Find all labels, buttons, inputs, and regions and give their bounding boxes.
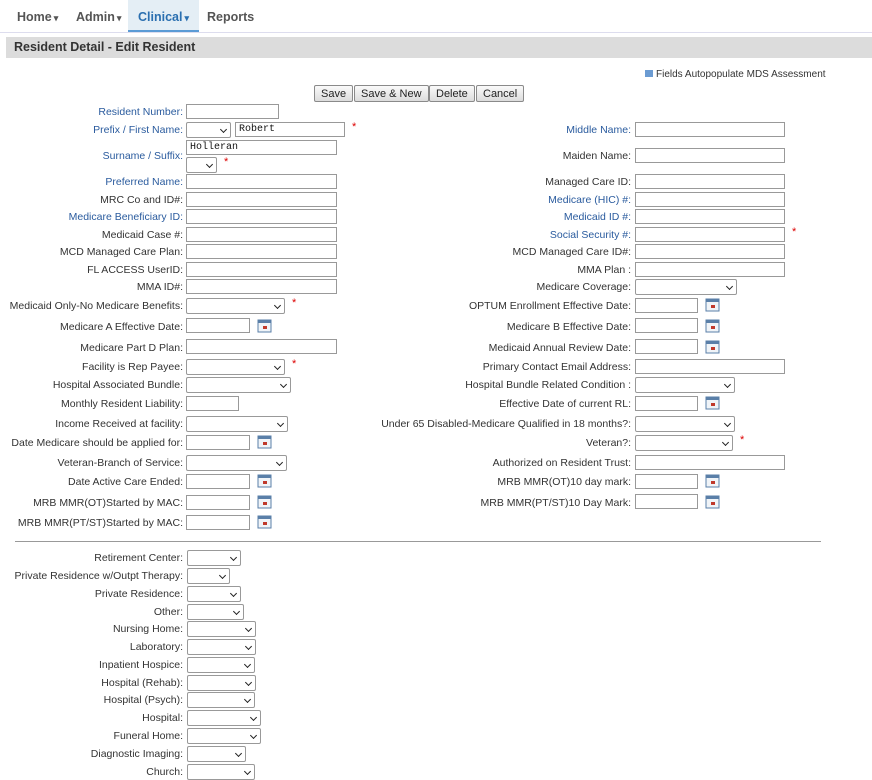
surname-suffix-label: Surname / Suffix:	[102, 150, 183, 162]
medicaid-review-label: Medicaid Annual Review Date:	[488, 342, 631, 354]
legend-swatch-icon	[645, 70, 653, 77]
medicare-hic-label: Medicare (HIC) #:	[548, 194, 631, 206]
email-label: Primary Contact Email Address:	[482, 361, 631, 373]
medicare-hic-input[interactable]	[635, 192, 785, 207]
prefix-select[interactable]	[186, 122, 231, 138]
autopopulate-legend	[645, 69, 826, 80]
top-nav	[0, 0, 872, 33]
page-title-bar	[6, 37, 872, 58]
mma-plan-input[interactable]	[635, 262, 785, 277]
date-medicare-label: Date Medicare should be applied for:	[11, 437, 183, 449]
calendar-icon[interactable]	[705, 297, 720, 312]
hospital-psych-label: Hospital (Psych):	[103, 694, 183, 706]
veteran-branch-label: Veteran-Branch of Service:	[57, 457, 183, 469]
save-button[interactable]: Save	[314, 85, 353, 102]
required-marker: *	[740, 434, 745, 446]
date-active-care-input[interactable]	[186, 474, 250, 489]
ssn-label: Social Security #:	[549, 229, 631, 241]
effective-rl-input[interactable]	[635, 396, 698, 411]
church-label: Church:	[146, 766, 183, 778]
mrb-ot10-label: MRB MMR(OT)10 day mark:	[497, 476, 631, 488]
hospital-select[interactable]	[187, 710, 261, 726]
effective-rl-label: Effective Date of current RL:	[499, 398, 631, 410]
calendar-icon[interactable]	[257, 473, 272, 488]
funeral-home-select[interactable]	[187, 728, 261, 744]
private-residence-select[interactable]	[187, 586, 241, 602]
calendar-icon[interactable]	[705, 318, 720, 333]
hospital-psych-select[interactable]	[187, 692, 255, 708]
maiden-name-label: Maiden Name:	[562, 150, 631, 162]
retirement-select[interactable]	[187, 550, 241, 566]
monthly-liability-label: Monthly Resident Liability:	[61, 398, 183, 410]
required-marker: *	[352, 121, 357, 133]
chevron-down-icon: ▾	[53, 13, 59, 23]
laboratory-select[interactable]	[187, 639, 256, 655]
preferred-name-input[interactable]	[186, 174, 337, 189]
mrb-ot-label: MRB MMR(OT)Started by MAC:	[33, 497, 183, 509]
cancel-button[interactable]: Cancel	[476, 85, 524, 102]
middle-name-input[interactable]	[635, 122, 785, 137]
rep-payee-label: Facility is Rep Payee:	[82, 361, 183, 373]
nav-clinical-label: Clinical	[138, 10, 183, 24]
medicaid-case-input[interactable]	[186, 227, 337, 242]
required-marker: *	[792, 226, 797, 238]
hospital-rehab-select[interactable]	[187, 675, 256, 691]
income-received-label: Income Received at facility:	[55, 418, 183, 430]
medicare-b-input[interactable]	[635, 318, 698, 333]
hospital-label: Hospital:	[142, 712, 183, 724]
inpatient-hospice-select[interactable]	[187, 657, 255, 673]
delete-button[interactable]: Delete	[429, 85, 475, 102]
required-marker: *	[292, 297, 297, 309]
fl-access-label: FL ACCESS UserID:	[87, 264, 183, 276]
bundle-condition-select[interactable]	[635, 377, 735, 393]
calendar-icon[interactable]	[257, 434, 272, 449]
medicare-d-label: Medicare Part D Plan:	[80, 342, 183, 354]
chevron-down-icon: ▾	[116, 13, 122, 23]
mrb-ptst10-input[interactable]	[635, 494, 698, 509]
mma-id-label: MMA ID#:	[136, 281, 183, 293]
monthly-liability-input[interactable]	[186, 396, 239, 411]
required-marker: *	[224, 156, 229, 168]
nursing-home-label: Nursing Home:	[112, 623, 183, 635]
date-medicare-input[interactable]	[186, 435, 250, 450]
funeral-home-label: Funeral Home:	[113, 730, 183, 742]
medicaid-only-select[interactable]	[186, 298, 285, 314]
managed-care-id-input[interactable]	[635, 174, 785, 189]
resident-number-label: Resident Number:	[98, 106, 183, 118]
middle-name-label: Middle Name:	[566, 124, 631, 136]
legend-text: Fields Autopopulate MDS Assessment	[656, 69, 826, 80]
optum-input[interactable]	[635, 298, 698, 313]
veteran-branch-select[interactable]	[186, 455, 287, 471]
mma-plan-label: MMA Plan :	[577, 264, 631, 276]
optum-label: OPTUM Enrollment Effective Date:	[468, 300, 631, 312]
hospital-bundle-label: Hospital Associated Bundle:	[52, 379, 183, 391]
income-received-select[interactable]	[186, 416, 288, 432]
medicaid-review-input[interactable]	[635, 339, 698, 354]
mcd-care-id-input[interactable]	[635, 244, 785, 259]
section-divider	[15, 541, 821, 542]
nav-reports-label: Reports	[207, 10, 255, 24]
date-active-care-label: Date Active Care Ended:	[68, 476, 183, 488]
rep-payee-select[interactable]	[186, 359, 285, 375]
suffix-select[interactable]	[186, 157, 217, 173]
mrb-ptst-label: MRB MMR(PT/ST)Started by MAC:	[17, 517, 183, 529]
prefix-first-name-label: Prefix / First Name:	[93, 124, 183, 136]
nav-reports[interactable]	[197, 0, 264, 32]
medicare-coverage-label: Medicare Coverage:	[536, 281, 631, 293]
private-residence-label: Private Residence:	[94, 588, 183, 600]
medicaid-id-input[interactable]	[635, 209, 785, 224]
medicare-b-label: Medicare B Effective Date:	[506, 321, 631, 333]
calendar-icon[interactable]	[705, 395, 720, 410]
calendar-icon[interactable]	[257, 514, 272, 529]
under65-select[interactable]	[635, 416, 735, 432]
medicaid-id-label: Medicaid ID #:	[563, 211, 631, 223]
nursing-home-select[interactable]	[187, 621, 256, 637]
chevron-down-icon: ▾	[184, 13, 189, 23]
calendar-icon[interactable]	[705, 473, 720, 488]
save-new-button[interactable]: Save & New	[354, 85, 429, 102]
mcd-plan-label: MCD Managed Care Plan:	[59, 246, 183, 258]
diagnostic-imaging-select[interactable]	[187, 746, 246, 762]
medicaid-case-label: Medicaid Case #:	[101, 229, 183, 241]
mrc-co-input[interactable]	[186, 192, 337, 207]
medicaid-only-label: Medicaid Only-No Medicare Benefits:	[9, 300, 183, 312]
maiden-name-input[interactable]	[635, 148, 785, 163]
ssn-input[interactable]	[635, 227, 785, 242]
calendar-icon[interactable]	[257, 494, 272, 509]
medicare-a-input[interactable]	[186, 318, 250, 333]
required-marker: *	[292, 358, 297, 370]
resident-number-input[interactable]	[186, 104, 279, 119]
private-outpt-label: Private Residence w/Outpt Therapy:	[14, 570, 183, 582]
private-outpt-select[interactable]	[187, 568, 230, 584]
authorized-trust-input[interactable]	[635, 455, 785, 470]
medicare-beneficiary-id-input[interactable]	[186, 209, 337, 224]
nav-home-label: Home	[17, 10, 52, 24]
mma-id-input[interactable]	[186, 279, 337, 294]
bundle-condition-label: Hospital Bundle Related Condition :	[465, 379, 631, 391]
other-label: Other:	[153, 606, 183, 618]
medicare-beneficiary-id-label: Medicare Beneficiary ID:	[68, 211, 183, 223]
surname-input[interactable]: Holleran	[186, 140, 337, 155]
nav-admin-label: Admin	[76, 10, 115, 24]
authorized-trust-label: Authorized on Resident Trust:	[492, 457, 631, 469]
mrb-ptst-input[interactable]	[186, 515, 250, 530]
nav-home[interactable]	[7, 0, 68, 32]
nav-clinical[interactable]	[128, 0, 199, 32]
calendar-icon[interactable]	[257, 318, 272, 333]
hospital-rehab-label: Hospital (Rehab):	[101, 677, 183, 689]
preferred-name-label: Preferred Name:	[105, 176, 183, 188]
first-name-input[interactable]: Robert	[235, 122, 345, 137]
veteran-select[interactable]	[635, 435, 733, 451]
diagnostic-imaging-label: Diagnostic Imaging:	[90, 748, 183, 760]
laboratory-label: Laboratory:	[129, 641, 183, 653]
page-title: Resident Detail - Edit Resident	[14, 40, 196, 54]
retirement-label: Retirement Center:	[94, 552, 183, 564]
mcd-plan-input[interactable]	[186, 244, 337, 259]
calendar-icon[interactable]	[705, 339, 720, 354]
managed-care-id-label: Managed Care ID:	[545, 176, 631, 188]
medicare-d-input[interactable]	[186, 339, 337, 354]
mrc-co-label: MRC Co and ID#:	[100, 194, 183, 206]
mcd-care-id-label: MCD Managed Care ID#:	[512, 246, 631, 258]
calendar-icon[interactable]	[705, 494, 720, 509]
medicare-coverage-select[interactable]	[635, 279, 737, 295]
under65-label: Under 65 Disabled-Medicare Qualified in 18 months?:	[381, 418, 631, 430]
mrb-ptst10-label: MRB MMR(PT/ST)10 Day Mark:	[480, 497, 631, 509]
email-input[interactable]	[635, 359, 785, 374]
other-select[interactable]	[187, 604, 244, 620]
veteran-label: Veteran?:	[586, 437, 631, 449]
inpatient-hospice-label: Inpatient Hospice:	[98, 659, 183, 671]
fl-access-input[interactable]	[186, 262, 337, 277]
mrb-ot10-input[interactable]	[635, 474, 698, 489]
mrb-ot-input[interactable]	[186, 495, 250, 510]
medicare-a-label: Medicare A Effective Date:	[60, 321, 183, 333]
nav-admin[interactable]	[66, 0, 131, 32]
hospital-bundle-select[interactable]	[186, 377, 291, 393]
